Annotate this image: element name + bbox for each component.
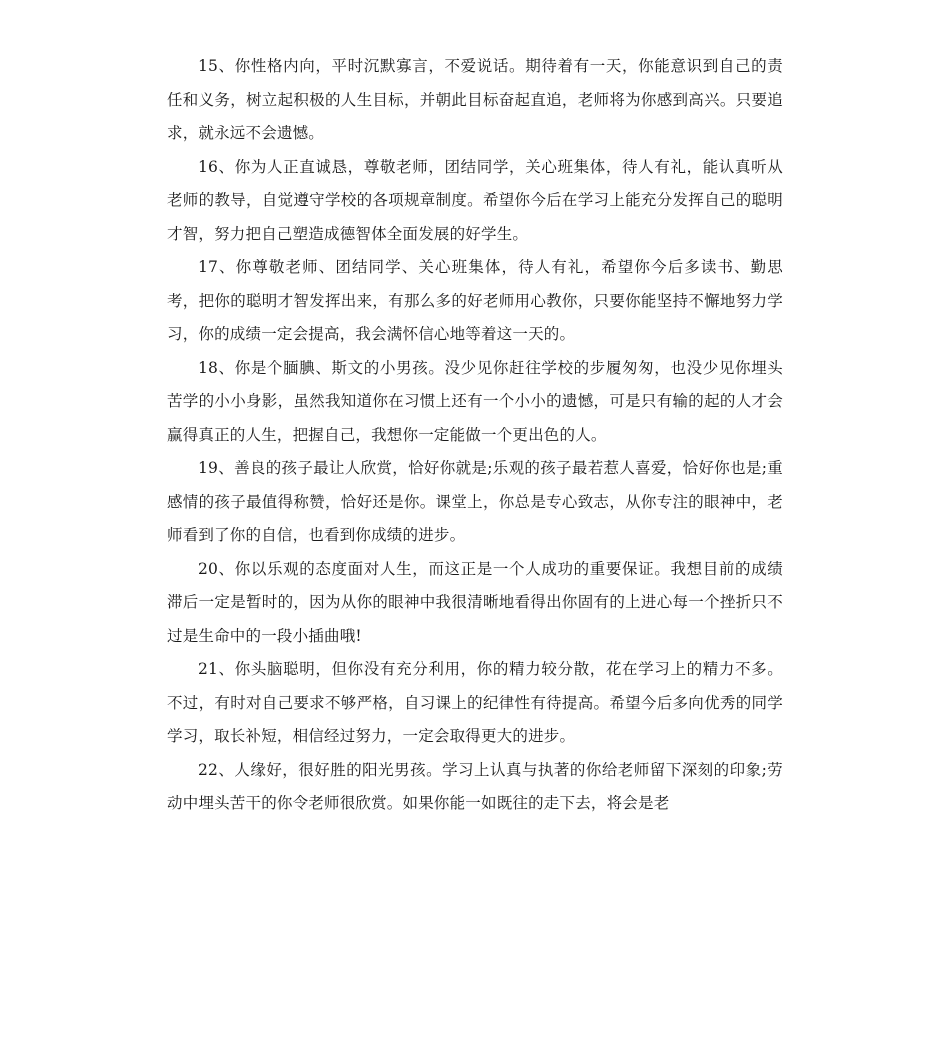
paragraph-22: 22、人缘好，很好胜的阳光男孩。学习上认真与执著的你给老师留下深刻的印象;劳动中埋头苦干的你令老师很欣赏。如果你能一如既往的走下去，将会是老 — [167, 760, 783, 812]
paragraph-19: 19、善良的孩子最让人欣赏，恰好你就是;乐观的孩子最若惹人喜爱，恰好你也是;重感情的孩子最值得称赞，恰好还是你。课堂上，你总是专心致志，从你专注的眼神中，老师看到了你的自信，也看到你成绩的进步。 — [167, 459, 783, 544]
paragraph-16: 16、你为人正直诚恳，尊敬老师，团结同学，关心班集体，待人有礼，能认真听从老师的教导，自觉遵守学校的各项规章制度。希望你今后在学习上能充分发挥自己的聪明才智，努力把自己塑造成德智体全面发展的好学生。 — [167, 157, 783, 243]
paragraph-15: 15、你性格内向，平时沉默寡言，不爱说话。期待着有一天，你能意识到自己的责任和义务，树立起积极的人生目标，并朝此目标奋起直追，老师将为你感到高兴。只要追求，就永远不会遗憾。 — [167, 57, 783, 142]
document-body — [167, 50, 783, 821]
paragraph-20: 20、你以乐观的态度面对人生，而这正是一个人成功的重要保证。我想目前的成绩滞后一定是暂时的，因为从你的眼神中我很清晰地看得出你固有的上进心每一个挫折只不过是生命中的一段小插曲哦! — [167, 559, 783, 645]
paragraph-18: 18、你是个腼腆、斯文的小男孩。没少见你赶往学校的步履匆匆，也没少见你埋头苦学的小小身影，虽然我知道你在习惯上还有一个小小的遗憾，可是只有输的起的人才会赢得真正的人生，把握自己，我想你一定能做一个更出色的人。 — [167, 358, 783, 444]
paragraph-21: 21、你头脑聪明，但你没有充分利用，你的精力较分散，花在学习上的精力不多。不过，有时对自己要求不够严格，自习课上的纪律性有待提高。希望今后多向优秀的同学学习，取长补短，相信经过努力，一定会取得更大的进步。 — [167, 660, 783, 745]
paragraph-17: 17、你尊敬老师、团结同学、关心班集体，待人有礼，希望你今后多读书、勤思考，把你的聪明才智发挥出来，有那么多的好老师用心教你，只要你能坚持不懈地努力学习，你的成绩一定会提高，我会满怀信心地等着这一天的。 — [167, 258, 783, 343]
